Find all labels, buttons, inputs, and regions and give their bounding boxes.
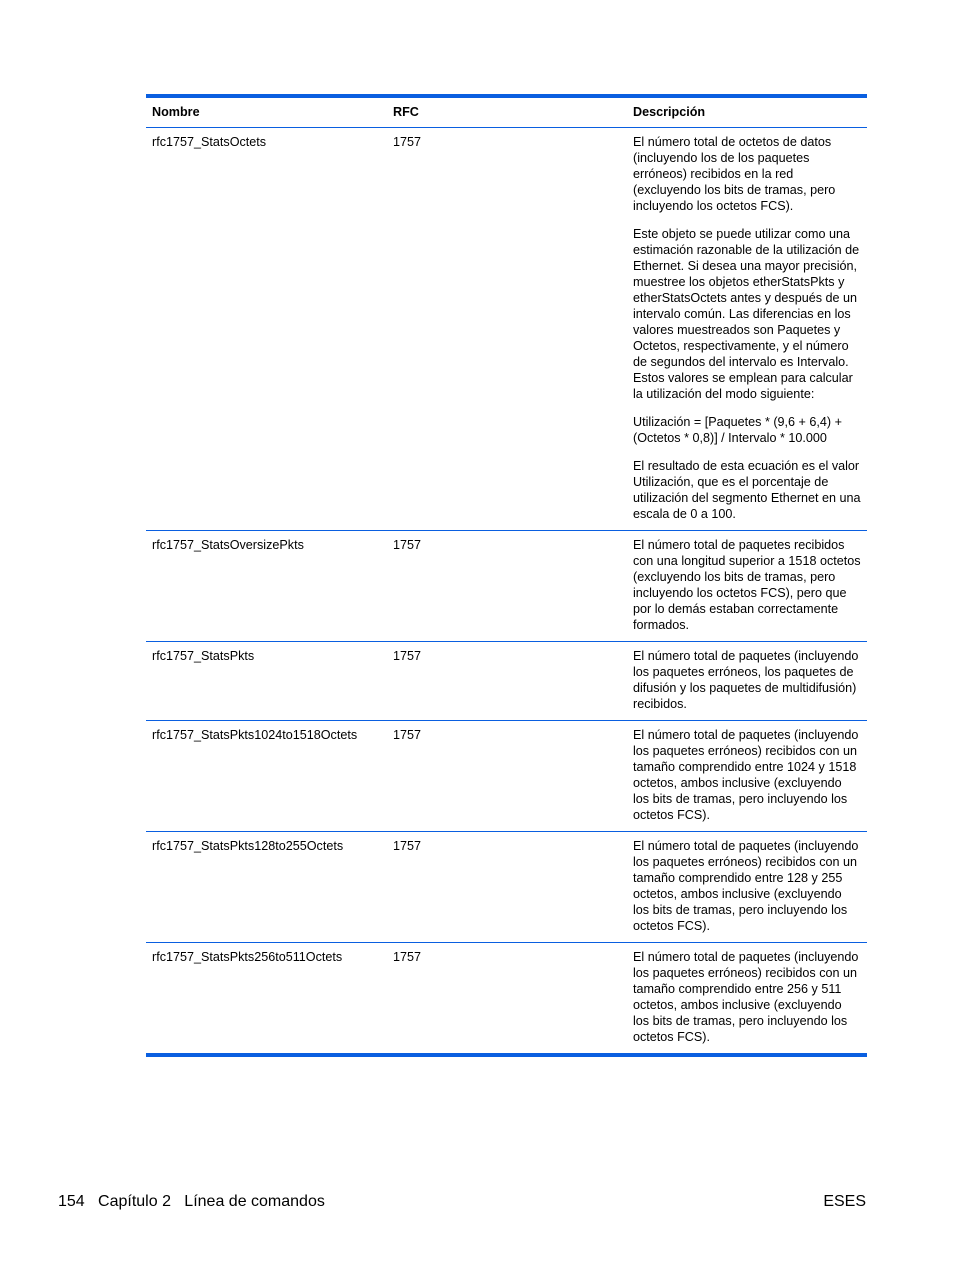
header-description: Descripción xyxy=(633,105,706,119)
parameter-table xyxy=(146,94,867,1057)
row-description xyxy=(627,531,867,642)
row-rfc: 1757 xyxy=(393,839,422,853)
row-description xyxy=(627,943,867,1056)
description-paragraph: El número total de paquetes (incluyendo los paquetes erróneos) recibidos con un tamaño comprendido entre 128 y 255 octetos, ambos inclusive (excluyendo los bits de tramas, pero incluyendo los octetos FCS). xyxy=(633,839,859,933)
row-description xyxy=(627,721,867,832)
row-name: rfc1757_StatsPkts1024to1518Octets xyxy=(152,728,358,742)
row-rfc: 1757 xyxy=(393,950,422,964)
header-name: Nombre xyxy=(152,105,200,119)
description-paragraph: El número total de paquetes (incluyendo los paquetes erróneos) recibidos con un tamaño comprendido entre 256 y 511 octetos, ambos inclusive (excluyendo los bits de tramas, pero incluyendo los octetos FCS). xyxy=(633,950,859,1044)
footer-page-chapter: 154 Capítulo 2 Línea de comandos xyxy=(58,1193,325,1210)
parameter-table-container xyxy=(146,94,867,1057)
table-row xyxy=(146,832,867,943)
row-name: rfc1757_StatsPkts256to511Octets xyxy=(152,950,343,964)
description-paragraph: El número total de paquetes (incluyendo los paquetes erróneos) recibidos con un tamaño comprendido entre 1024 y 1518 octetos, ambos inclusive (excluyendo los bits de tramas, pero incluyendo los octetos FCS). xyxy=(633,728,859,822)
table-row xyxy=(146,943,867,1056)
description-paragraph: El número total de paquetes recibidos con una longitud superior a 1518 octetos (excluyendo los bits de tramas, pero incluyendo los octetos FCS), pero que por lo demás estaban correctamente formados. xyxy=(633,538,861,632)
description-paragraph: Utilización = [Paquetes * (9,6 + 6,4) + (Octetos * 0,8)] / Intervalo * 10.000 xyxy=(633,415,842,445)
table-row xyxy=(146,531,867,642)
header-rfc: RFC xyxy=(393,105,419,119)
footer-locale: ESES xyxy=(823,1193,866,1210)
description-paragraph: El número total de paquetes (incluyendo los paquetes erróneos, los paquetes de difusión y los paquetes de multidifusión) recibidos. xyxy=(633,649,859,711)
table-row xyxy=(146,128,867,531)
table-header-row xyxy=(146,96,867,128)
table-row xyxy=(146,721,867,832)
description-paragraph: El número total de octetos de datos (incluyendo los de los paquetes erróneos) recibidos en la red (excluyendo los bits de tramas, pero incluyendo los octetos FCS). xyxy=(633,135,836,213)
row-rfc: 1757 xyxy=(393,135,422,149)
row-name: rfc1757_StatsOctets xyxy=(152,135,267,149)
row-description xyxy=(627,642,867,721)
description-paragraph: El resultado de esta ecuación es el valor Utilización, que es el porcentaje de utilización del segmento Ethernet en una escala de 0 a 100. xyxy=(633,459,861,521)
description-paragraph: Este objeto se puede utilizar como una estimación razonable de la utilización de Ethernet. Si desea una mayor precisión, muestree los objetos etherStatsPkts y etherStatsOctets antes y después de un intervalo común. Las diferencias en los valores muestreados son Paquetes y Octetos, respectivamente, y el número de segundos del intervalo es Intervalo. Estos valores se emplean para calcular la utilización del modo siguiente: xyxy=(633,227,860,401)
row-rfc: 1757 xyxy=(393,728,422,742)
row-name: rfc1757_StatsOversizePkts xyxy=(152,538,304,552)
row-description xyxy=(627,832,867,943)
row-description xyxy=(627,128,867,531)
row-rfc: 1757 xyxy=(393,538,422,552)
row-name: rfc1757_StatsPkts128to255Octets xyxy=(152,839,344,853)
table-row xyxy=(146,642,867,721)
row-name: rfc1757_StatsPkts xyxy=(152,649,255,663)
row-rfc: 1757 xyxy=(393,649,422,663)
